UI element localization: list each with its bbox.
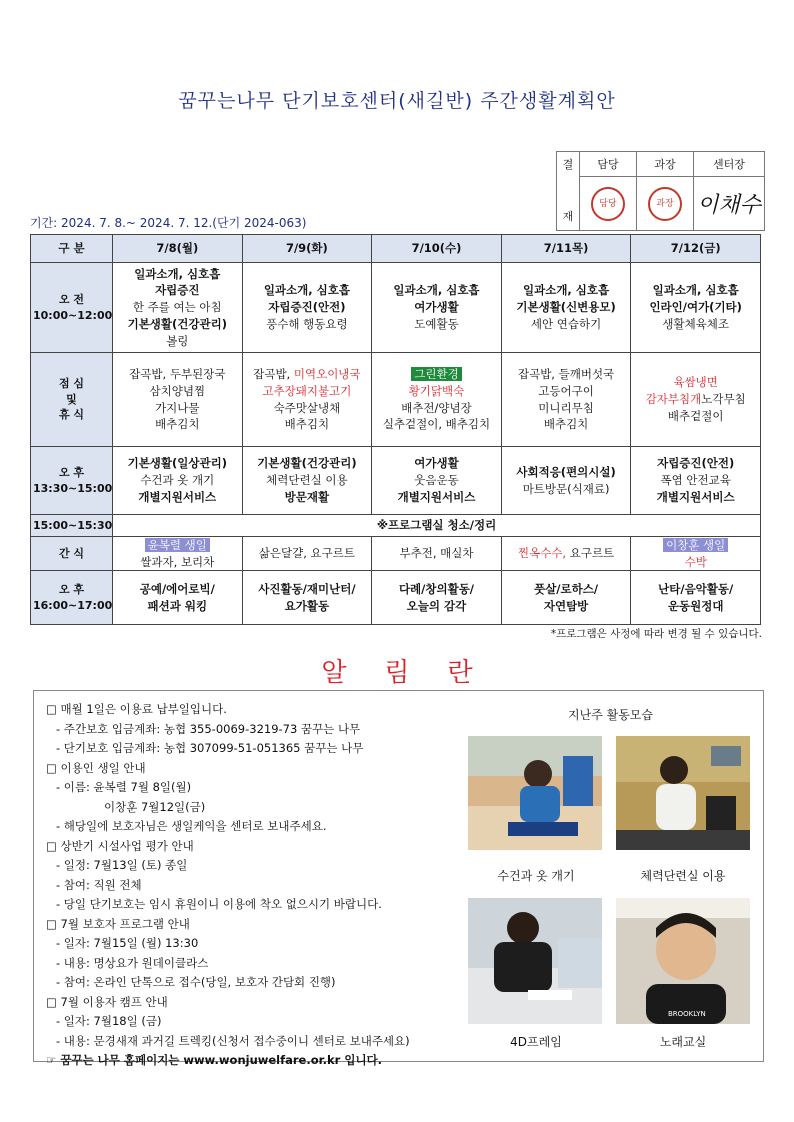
homepage-link[interactable]: ☞ 꿈꾸는 나무 홈페이지는 www.wonjuwelfare.or.kr 입니다. bbox=[46, 1053, 383, 1067]
day-header: 7/9(화) bbox=[242, 235, 372, 263]
shirt-text: BROOKLYN bbox=[668, 1010, 706, 1018]
row-label-cleanup: 15:00~15:30 bbox=[31, 515, 113, 537]
notice-item: □ 매월 1일은 이용료 납부일입니다. bbox=[46, 702, 227, 716]
notice-item: - 내용: 명상요가 원데이클라스 bbox=[56, 955, 209, 970]
approval-box bbox=[556, 151, 765, 231]
approval-stamp: 과장 bbox=[648, 187, 682, 221]
cell-snack-fri: 이창훈 생일 수박 bbox=[631, 537, 761, 571]
cell-snack-wed: 부추전, 매실차 bbox=[372, 537, 502, 571]
cell-morning-tue: 일과소개, 심호흡 자립증진(안전) 풍수해 행동요령 bbox=[242, 263, 372, 353]
cell-afternoon2-fri: 난타/음악활동/ 운동원정대 bbox=[631, 571, 761, 625]
day-header: 7/10(수) bbox=[372, 235, 502, 263]
notice-item: □ 7월 이용자 캠프 안내 bbox=[46, 994, 168, 1009]
cell-morning-mon: 일과소개, 심호흡 자립증진 한 주를 여는 아침 기본생활(건강관리) 볼링 bbox=[113, 263, 243, 353]
day-header: 7/12(금) bbox=[631, 235, 761, 263]
notice-item: □ 이용인 생일 안내 bbox=[46, 760, 146, 775]
cell-afternoon1-wed: 여가생활 웃음운동 개별지원서비스 bbox=[372, 447, 502, 515]
cell-lunch-mon: 잡곡밥, 두부된장국 삼치양념찜 가지나물 배추김치 bbox=[113, 353, 243, 447]
cell-cleanup: ※프로그램실 청소/정리 bbox=[113, 515, 761, 537]
photo-singing bbox=[616, 898, 750, 1024]
day-header: 7/8(월) bbox=[113, 235, 243, 263]
photo-4d-frame bbox=[468, 898, 602, 1024]
notice-item: □ 상반기 시설사업 평가 안내 bbox=[46, 838, 194, 853]
change-note: *프로그램은 사정에 따라 변경 될 수 있습니다. bbox=[550, 628, 762, 640]
notice-title: 알림란 bbox=[321, 658, 511, 688]
cell-afternoon2-mon: 공예/에어로빅/ 패션과 워킹 bbox=[113, 571, 243, 625]
row-label-morning: 오 전 10:00~12:00 bbox=[31, 263, 113, 353]
photos-title: 지난주 활동모습 bbox=[568, 708, 653, 722]
notice-item: □ 7월 보호자 프로그램 안내 bbox=[46, 916, 190, 931]
notice-item: - 참여: 직원 전체 bbox=[56, 877, 142, 892]
approval-role: 담당 bbox=[580, 152, 637, 177]
cell-afternoon1-mon: 기본생활(일상관리) 수건과 옷 개기 개별지원서비스 bbox=[113, 447, 243, 515]
photo-caption: 노래교실 bbox=[659, 1035, 707, 1049]
page-title: 꿈꾸는나무 단기보호센터(새길반) 주간생활계획안 bbox=[178, 90, 616, 112]
notice-item: - 단기보호 입금계좌: 농협 307099-51-051365 꿈꾸는 나무 bbox=[56, 741, 364, 755]
cell-lunch-tue: 잡곡밥, 미역오이냉국 고추장돼지불고기 숙주맛살냉채 배추김치 bbox=[242, 353, 372, 447]
photo-caption: 수건과 옷 개기 bbox=[497, 869, 575, 883]
row-label-afternoon-2: 오 후 16:00~17:00 bbox=[31, 571, 113, 625]
cell-lunch-fri: 육쌈냉면 감자부침개노각무침 배추겉절이 bbox=[631, 353, 761, 447]
notice-item: - 당일 단기보호는 임시 휴원이니 이용에 착오 없으시기 바랍니다. bbox=[56, 897, 382, 911]
approval-role: 센터장 bbox=[694, 152, 765, 177]
row-label-snack: 간 식 bbox=[31, 537, 113, 571]
approval-role: 과장 bbox=[637, 152, 694, 177]
photo-caption: 체력단련실 이용 bbox=[640, 869, 726, 883]
notice-item: - 참여: 온라인 단톡으로 접수(당일, 보호자 간담회 진행) bbox=[56, 975, 336, 989]
notice-item: - 주간보호 입금계좌: 농협 355-0069-3219-73 꿈꾸는 나무 bbox=[56, 721, 361, 736]
cell-morning-fri: 일과소개, 심호흡 인라인/여가(기타) 생활체육체조 bbox=[631, 263, 761, 353]
notice-item: - 일자: 7월15일 (월) 13:30 bbox=[56, 936, 199, 950]
row-label-afternoon-1: 오 후 13:30~15:00 bbox=[31, 447, 113, 515]
approval-stamp: 담당 bbox=[591, 187, 625, 221]
cell-afternoon2-tue: 사진활동/재미난터/ 요가활동 bbox=[242, 571, 372, 625]
period-text: 기간: 2024. 7. 8.~ 2024. 7. 12.(단기 2024-063) bbox=[30, 216, 307, 230]
notice-item: - 내용: 문경새재 과거길 트렉킹(신청서 접수중이니 센터로 보내주세요) bbox=[56, 1033, 410, 1048]
row-label-lunch: 점 심 및 휴 식 bbox=[31, 353, 113, 447]
approval-label: 결 재 bbox=[557, 152, 580, 231]
notice-item: 이창훈 7월12일(금) bbox=[104, 799, 206, 814]
cell-morning-thu: 일과소개, 심호흡 기본생활(신변용모) 세안 연습하기 bbox=[501, 263, 631, 353]
notice-list bbox=[46, 700, 456, 1071]
cell-lunch-wed: 그린환경 황기닭백숙 배추전/양념장 실추겉절이, 배추김치 bbox=[372, 353, 502, 447]
cell-afternoon2-thu: 풋살/로하스/ 자연탐방 bbox=[501, 571, 631, 625]
cell-afternoon2-wed: 다례/창의활동/ 오늘의 감각 bbox=[372, 571, 502, 625]
weekly-schedule-table bbox=[30, 234, 761, 625]
cell-afternoon1-fri: 자립증진(안전) 폭염 안전교육 개별지원서비스 bbox=[631, 447, 761, 515]
photo-caption: 4D프레임 bbox=[510, 1035, 562, 1049]
photo-folding bbox=[468, 736, 602, 850]
cell-snack-thu: 찐옥수수, 요구르트 bbox=[501, 537, 631, 571]
cell-afternoon1-thu: 사회적응(편의시설) 마트방문(식재료) bbox=[501, 447, 631, 515]
notice-item: - 해당일에 보호자님은 생일케익을 센터로 보내주세요. bbox=[56, 819, 327, 833]
photo-gym bbox=[616, 736, 750, 850]
cell-lunch-thu: 잡곡밥, 들깨버섯국 고등어구이 미니리무침 배추김치 bbox=[501, 353, 631, 447]
table-corner: 구 분 bbox=[31, 235, 113, 263]
cell-afternoon1-tue: 기본생활(건강관리) 체력단련실 이용 방문재활 bbox=[242, 447, 372, 515]
day-header: 7/11목) bbox=[501, 235, 631, 263]
cell-morning-wed: 일과소개, 심호흡 여가생활 도예활동 bbox=[372, 263, 502, 353]
notice-item: - 일자: 7월18일 (금) bbox=[56, 1014, 162, 1028]
notice-item: - 이름: 윤복렬 7월 8일(월) bbox=[56, 780, 192, 794]
cell-snack-tue: 삶은달걀, 요구르트 bbox=[242, 537, 372, 571]
approval-signature: 이채수 bbox=[697, 193, 761, 219]
cell-snack-mon: 윤복렬 생일 쌀과자, 보리차 bbox=[113, 537, 243, 571]
notice-item: - 일정: 7월13일 (토) 종일 bbox=[56, 858, 188, 872]
